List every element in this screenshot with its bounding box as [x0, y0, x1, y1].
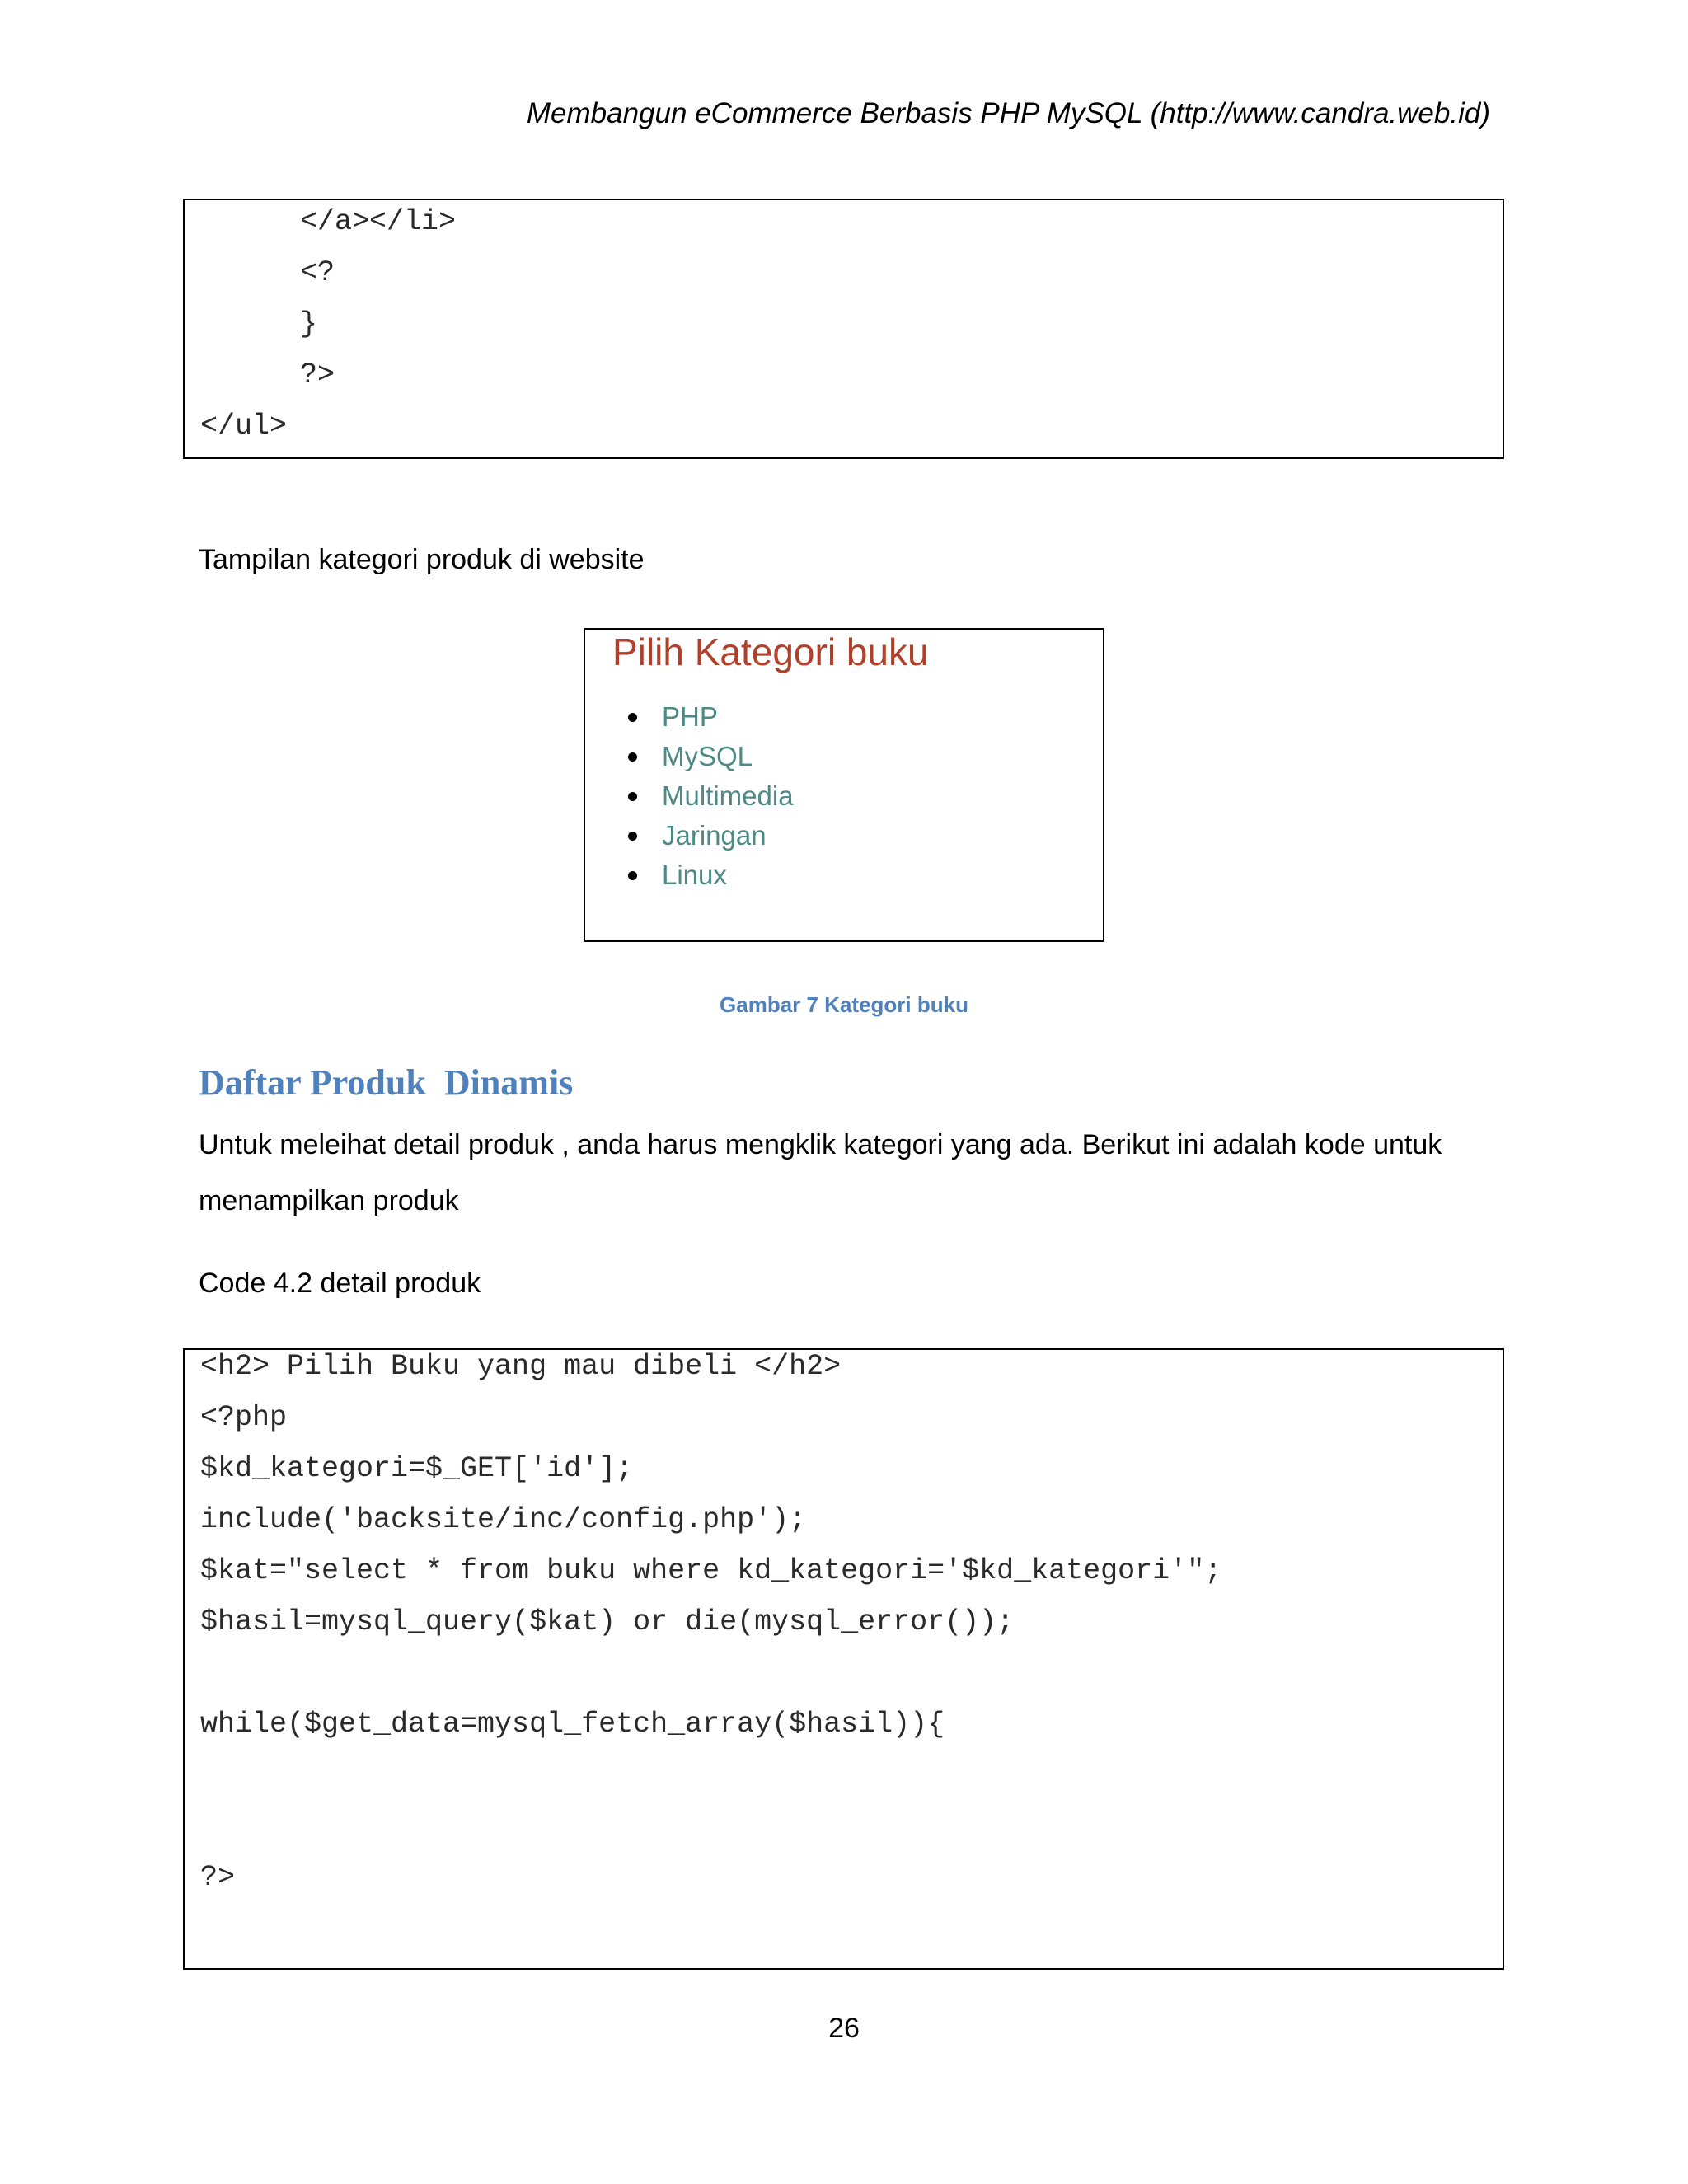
category-figure	[584, 628, 1104, 942]
category-link[interactable]: Multimedia	[662, 780, 794, 811]
category-list	[628, 697, 794, 895]
bullet-icon	[628, 752, 637, 762]
list-item[interactable]	[628, 776, 794, 816]
category-link[interactable]: Linux	[662, 860, 727, 890]
bullet-icon	[628, 792, 637, 801]
paragraph-line-1: Untuk meleihat detail produk , anda harus mengklik kategori yang ada. Berikut ini adalah kode untuk	[199, 1129, 1442, 1160]
figure-caption: Gambar 7 Kategori buku	[720, 992, 968, 1017]
code-line: $kd_kategori=$_GET['id'];	[200, 1452, 634, 1485]
running-header: Membangun eCommerce Berbasis PHP MySQL (http://www.candra.web.id)	[526, 97, 1490, 129]
section-heading: Daftar Produk Dinamis	[199, 1062, 574, 1103]
list-item[interactable]	[628, 737, 794, 776]
code-line: $hasil=mysql_query($kat) or die(mysql_error());	[200, 1605, 1015, 1638]
list-item[interactable]	[628, 697, 794, 737]
list-item[interactable]	[628, 816, 794, 855]
bullet-icon	[628, 832, 637, 841]
figure-title: Pilih Kategori buku	[612, 630, 929, 673]
intro-text: Tampilan kategori produk di website	[199, 544, 645, 575]
list-item[interactable]	[628, 855, 794, 895]
code-line: <h2> Pilih Buku yang mau dibeli </h2>	[200, 1350, 842, 1383]
paragraph-line-2: menampilkan produk	[199, 1185, 459, 1216]
page-number: 26	[828, 2013, 860, 2044]
code-line: include('backsite/inc/config.php');	[200, 1503, 807, 1536]
code-line: while($get_data=mysql_fetch_array($hasil)){	[200, 1708, 945, 1741]
code-line: $kat="select * from buku where kd_kategori='$kd_kategori'";	[200, 1554, 1222, 1587]
code-block-1	[183, 199, 1504, 459]
code-line: ?>	[200, 1861, 236, 1894]
code-line: </ul>	[200, 410, 288, 443]
code-line: ?>	[300, 359, 335, 391]
code-line: }	[300, 307, 318, 340]
code-block-2	[183, 1348, 1504, 1970]
bullet-icon	[628, 871, 637, 880]
code-line: <?php	[200, 1401, 288, 1434]
category-link[interactable]: MySQL	[662, 741, 753, 771]
code-line: <?	[300, 256, 335, 289]
bullet-icon	[628, 713, 637, 722]
category-link[interactable]: Jaringan	[662, 820, 767, 851]
code-label: Code 4.2 detail produk	[199, 1268, 481, 1299]
code-line: </a></li>	[300, 205, 457, 238]
category-link[interactable]: PHP	[662, 701, 718, 732]
